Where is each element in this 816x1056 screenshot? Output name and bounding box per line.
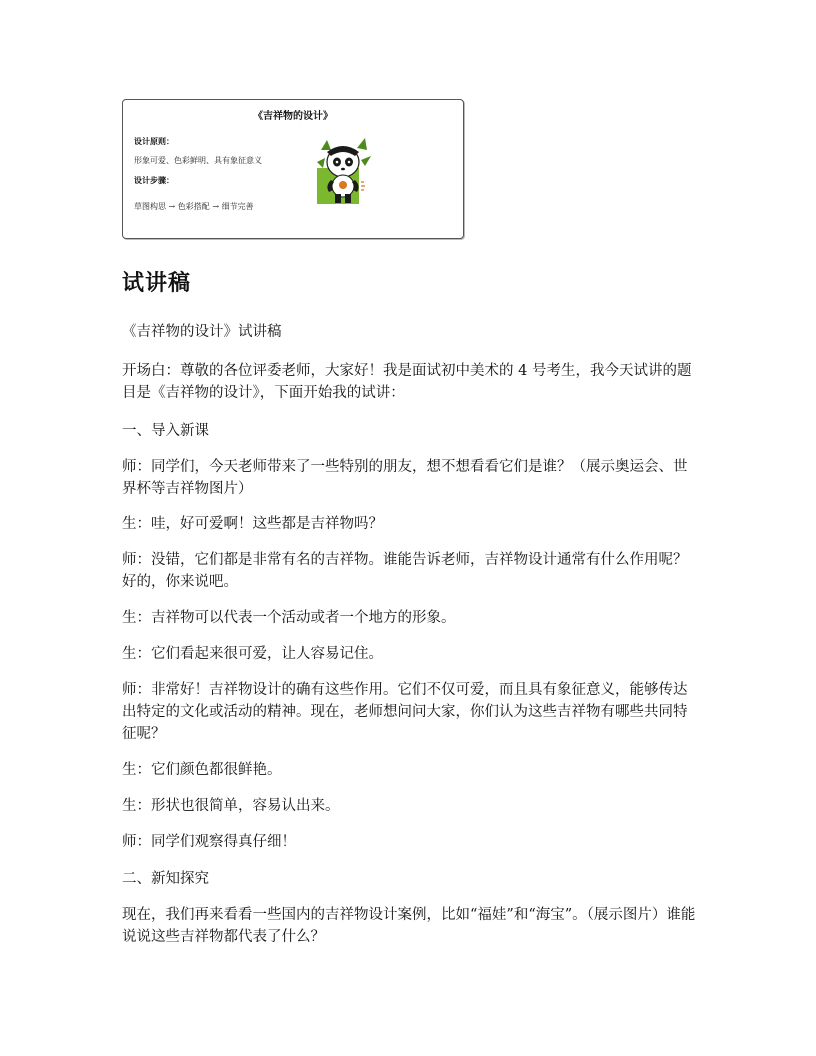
steps-label: 设计步骤： bbox=[134, 175, 174, 185]
paragraph-student: 生：它们颜色都很鲜艳。 bbox=[122, 762, 282, 778]
panda-mascot-icon bbox=[317, 136, 371, 206]
paragraph-student: 生：哇，好可爱啊！这些都是吉祥物吗？ bbox=[122, 516, 383, 532]
slide-title: 《吉祥物的设计》 bbox=[253, 111, 333, 122]
section-heading-explore: 二、新知探究 bbox=[122, 871, 209, 887]
page-title: 试讲稿 bbox=[122, 271, 192, 296]
paragraph-student: 生：吉祥物可以代表一个活动或者一个地方的形象。 bbox=[122, 610, 456, 626]
paragraph-opening: 开场白：尊敬的各位评委老师，大家好！我是面试初中美术的 4 号考生，我今天试讲的题目是《吉祥物的设计》，下面开始我的试讲： bbox=[122, 363, 692, 401]
paragraph-student: 生：它们看起来很可爱，让人容易记住。 bbox=[122, 646, 383, 662]
slide-image bbox=[122, 99, 464, 239]
principle-label: 设计原则： bbox=[134, 136, 174, 146]
paragraph-teacher: 师：非常好！吉祥物设计的确有这些作用。它们不仅可爱，而且具有象征意义，能够传达出特定的文化或活动的精神。现在，老师想问问大家，你们认为这些吉祥物有哪些共同特征呢？ bbox=[122, 682, 688, 742]
paragraph-teacher: 师：同学们，今天老师带来了一些特别的朋友，想不想看看它们是谁？（展示奥运会、世界杯等吉祥物图片） bbox=[122, 459, 688, 497]
paragraph-student: 生：形状也很简单，容易认出来。 bbox=[122, 798, 340, 814]
steps-text: 草图构思 → 色彩搭配 → 细节完善 bbox=[134, 202, 254, 211]
paragraph-doc-title: 《吉祥物的设计》试讲稿 bbox=[122, 324, 282, 340]
section-heading-intro: 一、导入新课 bbox=[122, 423, 209, 439]
paragraph-teacher: 师：同学们观察得真仔细！ bbox=[122, 834, 296, 850]
paragraph-teacher: 师：没错，它们都是非常有名的吉祥物。谁能告诉老师，吉祥物设计通常有什么作用呢？好的，你来说吧。 bbox=[122, 552, 688, 590]
paragraph-body: 现在，我们再来看看一些国内的吉祥物设计案例，比如“福娃”和“海宝”。（展示图片）谁能说说这些吉祥物都代表了什么？ bbox=[122, 907, 696, 945]
principle-text: 形象可爱、色彩鲜明、具有象征意义 bbox=[134, 156, 262, 165]
